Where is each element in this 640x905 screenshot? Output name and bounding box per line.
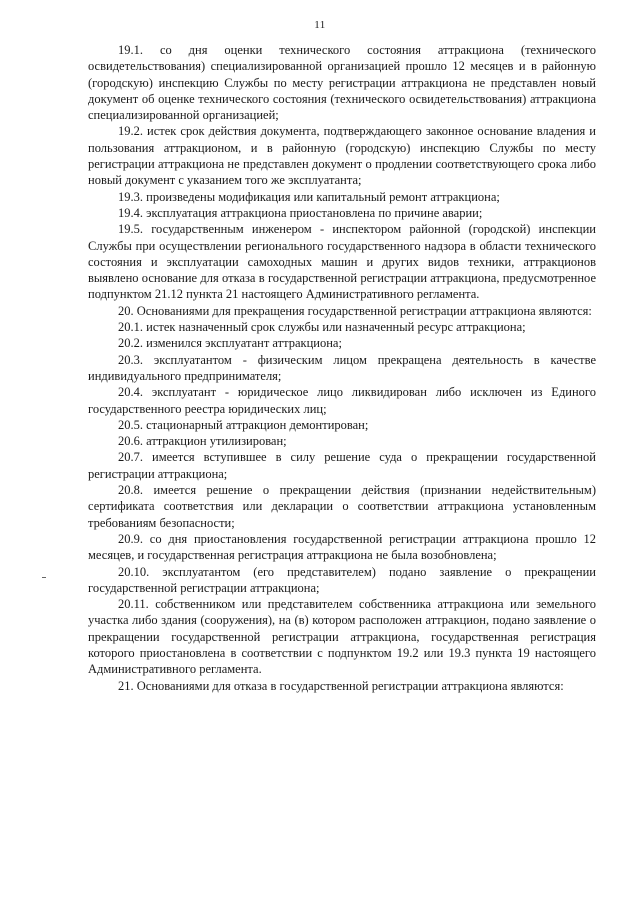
paragraph-19-3: 19.3. произведены модификация или капитальный ремонт аттракциона; xyxy=(118,189,500,204)
scan-artifact-mark xyxy=(42,577,46,578)
paragraph-20-10: 20.10. эксплуатантом (его представителем) подано заявление о прекращении государственной регистрации аттракциона; xyxy=(88,564,596,595)
paragraph-21: 21. Основаниями для отказа в государственной регистрации аттракциона являются: xyxy=(118,678,564,693)
paragraph-20-8: 20.8. имеется решение о прекращении действия (признании недействительным) сертификата соответствия или декларации о соответствии аттракциона установленным требованиям безопасности; xyxy=(88,483,596,530)
paragraph-20-5: 20.5. стационарный аттракцион демонтирован; xyxy=(118,417,369,432)
paragraph-20-4: 20.4. эксплуатант - юридическое лицо ликвидирован либо исключен из Единого государственного реестра юридических лиц; xyxy=(88,385,596,416)
paragraph-20: 20. Основаниями для прекращения государственной регистрации аттракциона являются: xyxy=(118,303,592,318)
paragraph-20-2: 20.2. изменился эксплуатант аттракциона; xyxy=(118,336,342,351)
paragraph-19-5: 19.5. государственным инженером - инспектором районной (городской) инспекции Службы при осуществлении регионального государственного надзора в области технического состояния и эксплуатации самоходных машин и других видов техники, аттракционов выявлено основание для отказа в государственной регистрации аттракциона, предусмотренное подпунктом 21.12 пункта 21 настоящего Административного регламента. xyxy=(88,222,596,302)
paragraph-20-7: 20.7. имеется вступившее в силу решение суда о прекращении государственной регистрации аттракциона; xyxy=(88,450,596,481)
paragraph-19-2: 19.2. истек срок действия документа, подтверждающего законное основание владения и пользования аттракционом, и в районную (городскую) инспекцию Службы по месту регистрации аттракциона не представлен документ о продлении соответствующего срока либо новый документ с указанием того же эксплуатанта; xyxy=(88,124,596,188)
page-number: 11 xyxy=(314,19,326,31)
paragraph-20-6: 20.6. аттракцион утилизирован; xyxy=(118,434,287,449)
paragraph-20-1: 20.1. истек назначенный срок службы или назначенный ресурс аттракциона; xyxy=(118,320,526,335)
paragraph-19-4: 19.4. эксплуатация аттракциона приостановлена по причине аварии; xyxy=(118,205,483,220)
document-body xyxy=(88,42,596,694)
paragraph-20-9: 20.9. со дня приостановления государственной регистрации аттракциона прошло 12 месяцев, и государственная регистрация аттракциона не была возобновлена; xyxy=(88,531,596,563)
paragraph-19-1: 19.1. со дня оценки технического состояния аттракциона (технического освидетельствования) специализированной организацией прошло 12 месяцев и в районную (городскую) инспекцию Службы по месту регистрации аттракциона не представлен новый документ об оценке технического состояния (технического освидетельствования) аттракциона специализированной организацией; xyxy=(88,43,596,123)
paragraph-20-3: 20.3. эксплуатантом - физическим лицом прекращена деятельность в качестве индивидуального предпринимателя; xyxy=(88,352,596,383)
paragraph-20-11: 20.11. собственником или представителем собственника аттракциона или земельного участка либо здания (сооружения), на (в) котором расположен аттракцион, подано заявление о прекращении государственной регистрации аттракциона, государственная регистрация которого приостановлена в соответствии с подпунктом 19.2 или 19.3 пункта 19 настоящего Административного регламента. xyxy=(88,597,596,677)
